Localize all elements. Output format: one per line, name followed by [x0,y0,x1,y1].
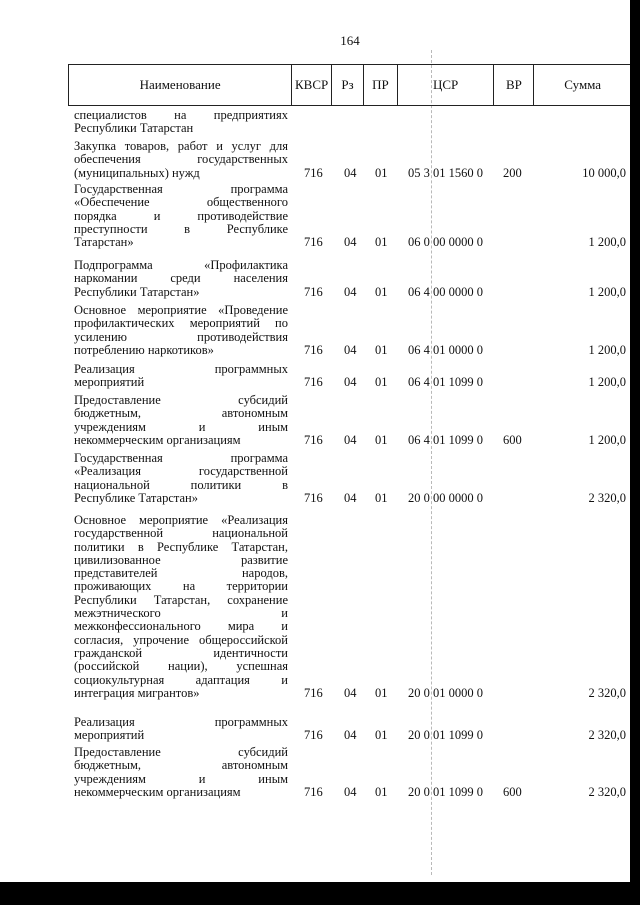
row-rz: 04 [344,284,357,299]
row-name-line: социокультурная адаптация и [74,672,288,687]
row-name-line: порядка и противодействие [74,208,288,223]
row-csr: 20 0 01 1099 0 [408,728,483,743]
row-kvsr: 716 [304,728,323,743]
row-name-line: Основное мероприятие «Реализация [74,513,288,527]
row-name-line: учреждениям и иным [74,771,288,786]
row-name-line: Государственная программа [74,182,288,196]
row-sum: 2 320,0 [588,728,626,743]
row-csr: 06 0 00 0000 0 [408,235,483,250]
row-vr: 600 [503,432,522,447]
table-row [70,746,630,799]
row-pr: 01 [375,784,388,799]
row-kvsr: 716 [304,165,323,180]
row-pr: 01 [375,342,388,357]
row-name-line: Предоставление субсидий [74,745,288,759]
row-pr: 01 [375,490,388,505]
row-name-line: мероприятий [74,375,145,390]
row-sum: 1 200,0 [588,375,626,390]
scan-edge-bottom [0,882,640,905]
row-rz: 04 [344,235,357,250]
table-row [70,304,630,357]
row-name-line: некоммерческим организациям [74,784,241,799]
row-name-line: усилению противодействия [74,329,288,344]
row-name-line: бюджетным, автономным [74,758,288,773]
row-name-line: преступности в Республике [74,221,288,236]
row-name-line: межэтнического и [74,606,288,621]
row-csr: 20 0 01 1099 0 [408,784,483,799]
header-sum: Сумма [564,77,602,92]
row-name-line: Реализация программных [74,715,288,729]
row-kvsr: 716 [304,685,323,700]
table-row [70,514,630,700]
row-name-line: бюджетным, автономным [74,406,288,421]
row-name-line: «Реализация государственной [74,464,288,479]
row-name-line: (муниципальных) нужд [74,165,200,180]
row-kvsr: 716 [304,490,323,505]
row-name-line: некоммерческим организациям [74,432,241,447]
header-vr: ВР [494,65,534,105]
row-pr: 01 [375,284,388,299]
table-row [70,716,630,743]
row-csr: 20 0 00 0000 0 [408,490,483,505]
row-kvsr: 716 [304,784,323,799]
header-name: Наименование [69,65,292,105]
row-csr: 06 4 01 1099 0 [408,432,483,447]
row-name-line: интеграция мигрантов» [74,685,200,700]
row-rz: 04 [344,165,357,180]
row-name-line: «Обеспечение общественного [74,195,288,210]
row-name-line: Республики Татарстан» [74,284,200,299]
row-name [74,746,288,799]
row-rz: 04 [344,685,357,700]
row-kvsr: 716 [304,375,323,390]
row-rz: 04 [344,490,357,505]
row-kvsr: 716 [304,342,323,357]
row-sum: 2 320,0 [588,490,626,505]
row-sum: 1 200,0 [588,284,626,299]
row-kvsr: 716 [304,235,323,250]
row-name [74,183,288,249]
row-name-line: национальной политики в [74,477,288,492]
row-kvsr: 716 [304,284,323,299]
row-rz: 04 [344,784,357,799]
row-vr: 200 [503,165,522,180]
table-row [70,363,630,390]
row-csr: 05 3 01 1560 0 [408,165,483,180]
row-vr: 600 [503,784,522,799]
scan-edge-right [630,0,640,882]
row-pr: 01 [375,375,388,390]
row-rz: 04 [344,728,357,743]
row-pr: 01 [375,235,388,250]
row-name-line: Предоставление субсидий [74,393,288,407]
row-name [74,394,288,447]
table-row [70,140,630,180]
row-name [74,514,288,700]
row-name-line: Татарстан» [74,235,134,250]
row-name-line: специалистов на предприятиях [74,108,288,122]
table-header [68,64,632,106]
row-name-line: политики в Республике Татарстан, [74,539,288,554]
row-csr: 06 4 01 1099 0 [408,375,483,390]
row-pr: 01 [375,165,388,180]
header-csr: ЦСР [398,65,495,105]
row-name-line: проживающих на территории [74,579,288,594]
row-name-line: Республики Татарстан, сохранение [74,592,288,607]
table-row [70,183,630,250]
row-name-line: учреждениям и иным [74,419,288,434]
row-csr: 06 4 01 0000 0 [408,342,483,357]
header-kvsr: КВСР [292,65,332,105]
row-name-line: мероприятий [74,728,145,743]
row-rz: 04 [344,375,357,390]
row-sum: 10 000,0 [582,165,626,180]
row-name-line: обеспечения государственных [74,152,288,167]
row-csr: 20 0 01 0000 0 [408,685,483,700]
row-kvsr: 716 [304,432,323,447]
row-sum: 1 200,0 [588,235,626,250]
header-pr: ПР [364,65,398,105]
row-name-line: наркомании среди населения [74,271,288,286]
row-name [74,716,288,743]
row-rz: 04 [344,432,357,447]
row-name [74,452,288,505]
row-name [74,109,288,136]
row-name-line: Государственная программа [74,451,288,465]
row-name-line: цивилизованное развитие [74,552,288,567]
row-name-line: профилактических мероприятий по [74,316,288,331]
row-name-line: гражданской идентичности [74,645,288,660]
row-name-line: Республике Татарстан» [74,490,198,505]
row-name [74,140,288,180]
row-sum: 1 200,0 [588,432,626,447]
row-name-line: представителей народов, [74,566,288,581]
row-sum: 2 320,0 [588,784,626,799]
row-name-line: государственной национальной [74,526,288,541]
row-sum: 2 320,0 [588,685,626,700]
row-name-line: Закупка товаров, работ и услуг для [74,139,288,153]
table-row [70,109,630,136]
row-csr: 06 4 00 0000 0 [408,284,483,299]
row-name-line: Республики Татарстан [74,121,194,136]
row-pr: 01 [375,728,388,743]
row-pr: 01 [375,432,388,447]
row-name-line: согласия, упрочение общероссийской [74,632,288,647]
table-row [70,394,630,447]
row-name-line: Основное мероприятие «Проведение [74,303,288,317]
row-sum: 1 200,0 [588,342,626,357]
table-row [70,452,630,505]
row-name-line: (российской нации), успешная [74,659,288,674]
header-rz: Рз [332,65,364,105]
row-name [74,363,288,390]
page-number: 164 [340,33,360,48]
row-pr: 01 [375,685,388,700]
row-name-line: Подпрограмма «Профилактика [74,258,288,272]
row-name [74,304,288,357]
row-rz: 04 [344,342,357,357]
row-name-line: Реализация программных [74,362,288,376]
row-name [74,259,288,299]
row-name-line: потреблению наркотиков» [74,342,214,357]
row-name-line: межконфессионального мира и [74,619,288,634]
table-row [70,259,630,299]
